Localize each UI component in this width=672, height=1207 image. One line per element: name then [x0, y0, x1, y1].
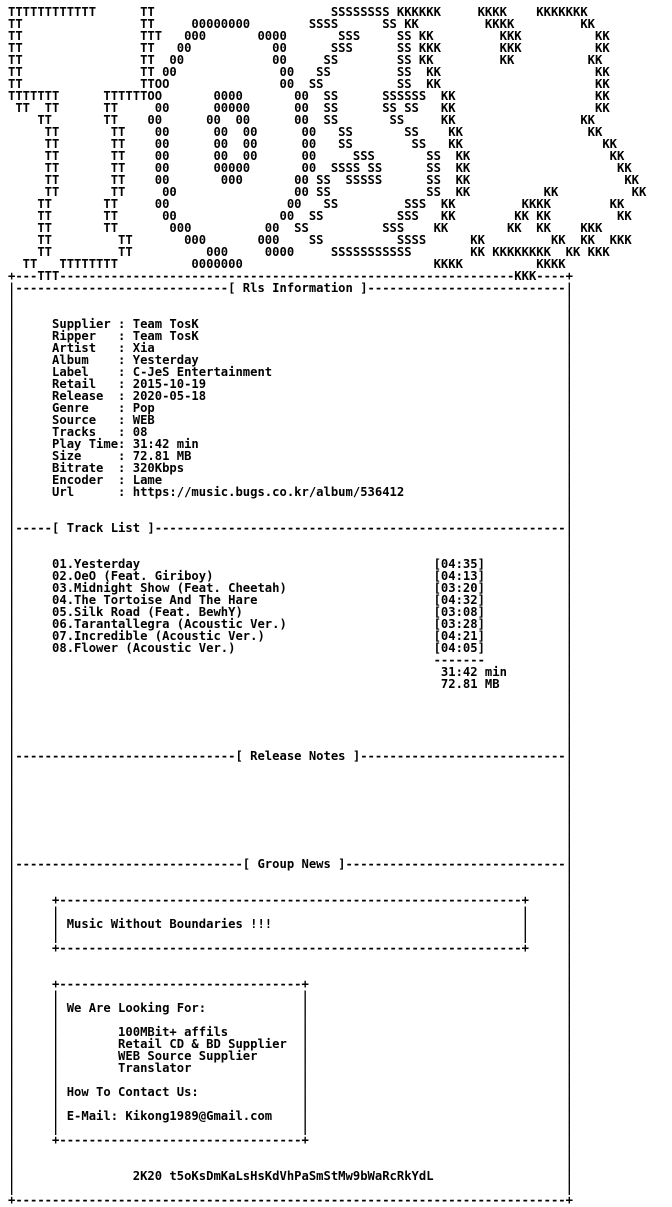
nfo-line: | 08.Flower (Acoustic Ver.) [04:05] |	[8, 641, 573, 655]
nfo-line: | |	[8, 773, 573, 787]
nfo-line: | | Retail CD & BD Supplier | |	[8, 1037, 573, 1051]
nfo-line: TT TT 00 00 SS SS KK KK KK	[8, 53, 603, 67]
nfo-line: | | | |	[8, 1097, 573, 1111]
nfo-line: | |	[8, 1181, 573, 1195]
nfo-line: TT TT 00000000 SSSS SS KK KKKK KK	[8, 17, 595, 31]
nfo-line: +---TTT--------------------------------------------------------------KKK----+	[8, 269, 573, 283]
nfo-line: | Play Time: 31:42 min |	[8, 437, 573, 451]
nfo-line: | Size : 72.81 MB |	[8, 449, 573, 463]
nfo-line: TT TT 00 00 00 00 SS SS KK KK	[8, 137, 618, 151]
nfo-line: | 06.Tarantallegra (Acoustic Ver.) [03:28] |	[8, 617, 573, 631]
nfo-line: | |	[8, 545, 573, 559]
nfo-line: | Bitrate : 320Kbps |	[8, 461, 573, 475]
nfo-line: | |	[8, 737, 573, 751]
nfo-line: | 72.81 MB |	[8, 677, 573, 691]
nfo-line: | +---------------------------------------------------------------+ |	[8, 893, 573, 907]
nfo-line: TT TT 00 00 00 00 SS SS KK KK	[8, 113, 595, 127]
nfo-line: TT TT TT 00 00000 00 SS SS SS KK KK	[8, 101, 610, 115]
nfo-line: | |	[8, 809, 573, 823]
nfo-line: | +---------------------------------+ |	[8, 1133, 573, 1147]
nfo-line: | |	[8, 713, 573, 727]
nfo-line: | Album : Yesterday |	[8, 353, 573, 367]
nfo-line: TT TT 00 00000 00 SSSS SS SS KK KK	[8, 161, 632, 175]
nfo-line: | |	[8, 1145, 573, 1159]
nfo-line: TT TT 00 00 SS SSS KK KK KK KK	[8, 209, 632, 223]
nfo-line: TT TT 00 00 00 00 SS SS KK KK	[8, 125, 603, 139]
nfo-line: | | | |	[8, 929, 573, 943]
nfo-line: | |	[8, 509, 573, 523]
nfo-line: | 04.The Tortoise And The Hare [04:32] |	[8, 593, 573, 607]
nfo-line: | |	[8, 965, 573, 979]
nfo-line: |-----[ Track List ]--------------------------------------------------------|	[8, 521, 573, 535]
nfo-line: +---------------------------------------------------------------------------+	[8, 1193, 573, 1207]
nfo-line: TTTTTTT TTTTTTOO 0000 00 SS SSSSSS KK KK	[8, 89, 610, 103]
nfo-line: | 07.Incredible (Acoustic Ver.) [04:21] |	[8, 629, 573, 643]
nfo-line: | |	[8, 293, 573, 307]
nfo-line: | | | |	[8, 1013, 573, 1027]
nfo-line: | 05.Silk Road (Feat. BewhY) [03:08] |	[8, 605, 573, 619]
nfo-line: | 01.Yesterday [04:35] |	[8, 557, 573, 571]
nfo-line: | |	[8, 761, 573, 775]
nfo-line: | |	[8, 305, 573, 319]
nfo-line: | Release : 2020-05-18 |	[8, 389, 573, 403]
nfo-line: | |	[8, 1157, 573, 1171]
nfo-line: | Encoder : Lame |	[8, 473, 573, 487]
nfo-line: | +---------------------------------------------------------------+ |	[8, 941, 573, 955]
nfo-line: | |	[8, 725, 573, 739]
nfo-line: | |	[8, 845, 573, 859]
nfo-line: | |	[8, 821, 573, 835]
nfo-line: | Genre : Pop |	[8, 401, 573, 415]
nfo-line: | |	[8, 797, 573, 811]
nfo-line: | | | |	[8, 1121, 573, 1135]
nfo-line: | | | |	[8, 905, 573, 919]
nfo-line: | Source : WEB |	[8, 413, 573, 427]
nfo-line: | | | |	[8, 1073, 573, 1087]
nfo-line: |-----------------------------[ Rls Information ]---------------------------|	[8, 281, 573, 295]
nfo-line: | ------- |	[8, 653, 573, 667]
nfo-line: TT TTT 000 0000 SSS SS KK KKK KK	[8, 29, 610, 43]
nfo-line: TT TTTTTTTT 0000000 KKKK KKKK	[8, 257, 566, 271]
nfo-line: | |	[8, 497, 573, 511]
nfo-line: | | Translator | |	[8, 1061, 573, 1075]
nfo-line: | |	[8, 701, 573, 715]
nfo-line: | 03.Midnight Show (Feat. Cheetah) [03:20] |	[8, 581, 573, 595]
nfo-line: | | E-Mail: Kikong1989@Gmail.com | |	[8, 1109, 573, 1123]
nfo-line: TT TT 00 00 SS SSS KK KKKK KK	[8, 197, 625, 211]
nfo-line: | |	[8, 869, 573, 883]
nfo-line: | |	[8, 953, 573, 967]
nfo-line: TTTTTTTTTTTT TT SSSSSSSS KKKKKK KKKK KKKKKKK	[8, 5, 588, 19]
nfo-line: | | We Are Looking For: | |	[8, 1001, 573, 1015]
nfo-line: |-------------------------------[ Group News ]------------------------------|	[8, 857, 573, 871]
nfo-line: | Retail : 2015-10-19 |	[8, 377, 573, 391]
nfo-line: TT TT 00 00 SS SS KK KK	[8, 65, 610, 79]
nfo-line: | Label : C-JeS Entertainment |	[8, 365, 573, 379]
nfo-line: | 31:42 min |	[8, 665, 573, 679]
nfo-line: | Url : https://music.bugs.co.kr/album/536412 |	[8, 485, 573, 499]
nfo-line: | Tracks : 08 |	[8, 425, 573, 439]
nfo-line: | Ripper : Team TosK |	[8, 329, 573, 343]
nfo-line: TT TT 00 00 00 00 SSS SS KK KK	[8, 149, 625, 163]
nfo-line: | +---------------------------------+ |	[8, 977, 573, 991]
nfo-line: | | WEB Source Supplier | |	[8, 1049, 573, 1063]
nfo-line: | |	[8, 689, 573, 703]
nfo-line: TT TT 00 00 SS SS KK KK KK	[8, 185, 647, 199]
nfo-line: TT TT 00 00 SSS SS KKK KKK KK	[8, 41, 610, 55]
nfo-line: | | 100MBit+ affils | |	[8, 1025, 573, 1039]
nfo-line: | Supplier : Team TosK |	[8, 317, 573, 331]
nfo-line: TT TT 000 00 SS SSS KK KK KK KKK	[8, 221, 603, 235]
nfo-line: | |	[8, 533, 573, 547]
nfo-line: | | | |	[8, 989, 573, 1003]
nfo-line: | | Music Without Boundaries !!! | |	[8, 917, 573, 931]
nfo-line: | Artist : Xia |	[8, 341, 573, 355]
nfo-line: | | How To Contact Us: | |	[8, 1085, 573, 1099]
nfo-line: TT TT 00 000 00 SS SSSSS SS KK KK	[8, 173, 640, 187]
nfo-line: | |	[8, 785, 573, 799]
nfo-line: TT TTOO 00 SS SS KK KK	[8, 77, 610, 91]
nfo-line: TT TT 000 000 SS SSSS KK KK KK KKK	[8, 233, 632, 247]
nfo-line: |------------------------------[ Release Notes ]----------------------------|	[8, 749, 573, 763]
nfo-line: TT TT 000 0000 SSSSSSSSSSS KK KKKKKKKK KK KKK	[8, 245, 610, 259]
nfo-line: | 2K20 t5oKsDmKaLsHsKdVhPaSmStMw9bWaRcRkYdL |	[8, 1169, 573, 1183]
nfo-line: | 02.OeO (Feat. Giriboy) [04:13] |	[8, 569, 573, 583]
nfo-line: | |	[8, 833, 573, 847]
nfo-line: | |	[8, 881, 573, 895]
